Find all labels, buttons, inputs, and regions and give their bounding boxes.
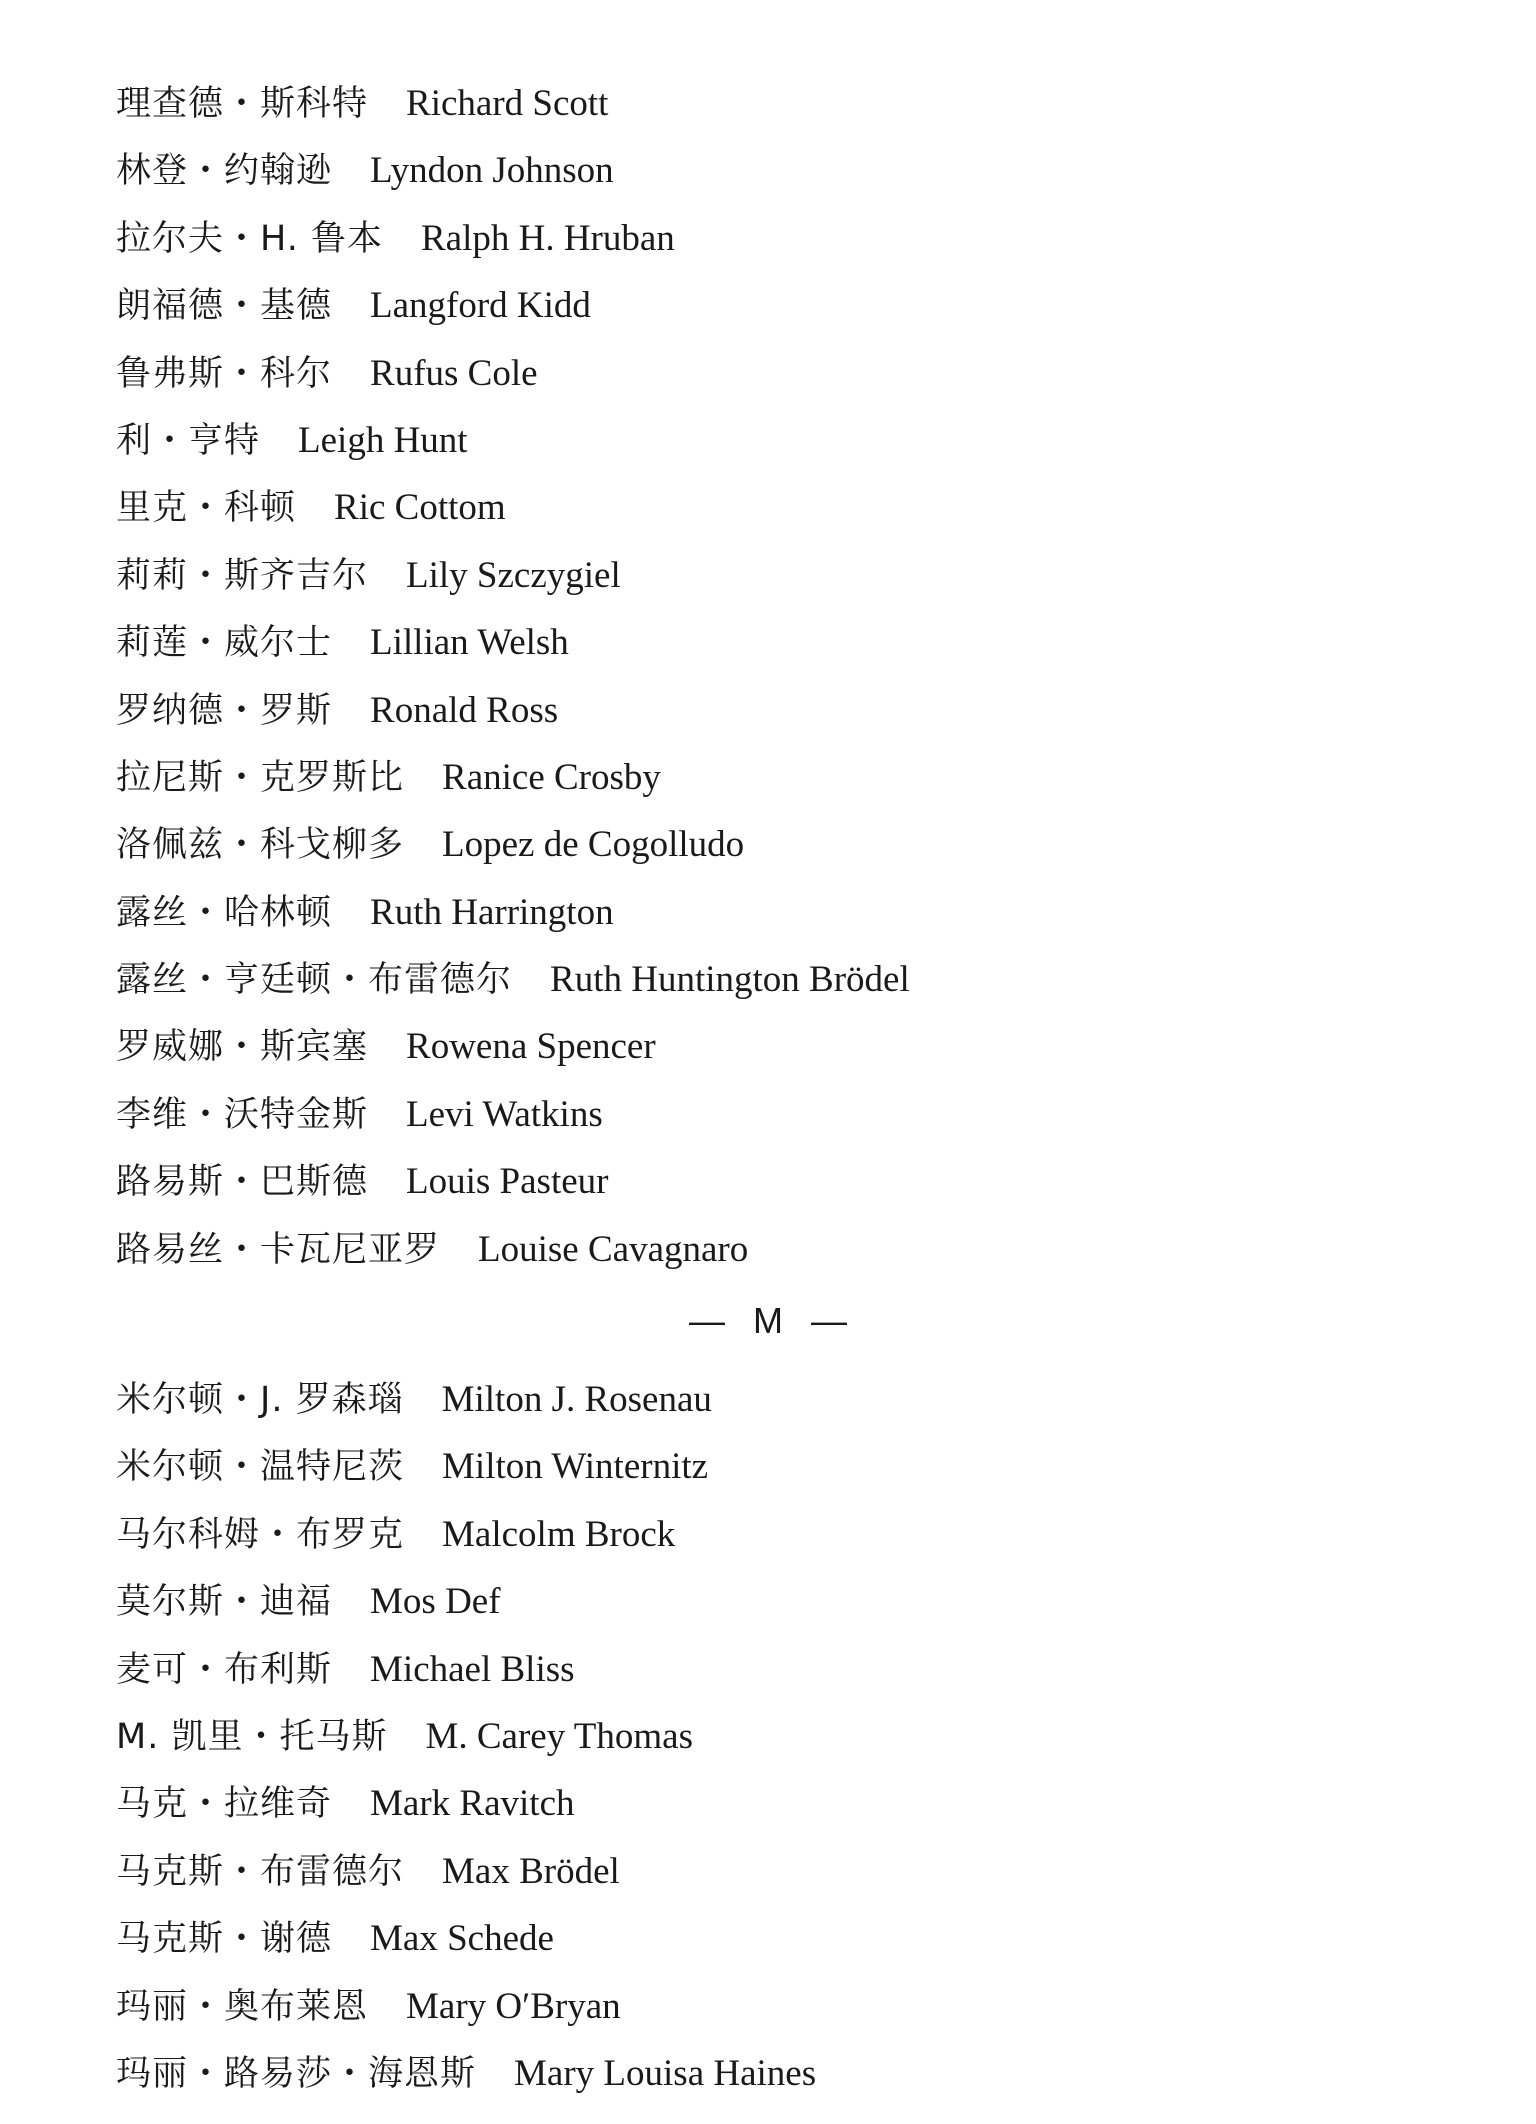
- english-name: Malcolm Brock: [442, 1513, 676, 1555]
- name-entry: [116, 879, 1416, 946]
- chinese-name: 马尔科姆・布罗克: [116, 1514, 405, 1555]
- chinese-name: 拉尔夫・H. 鲁本: [116, 218, 383, 259]
- english-name: Ruth Harrington: [370, 891, 614, 933]
- name-entry: [116, 474, 1416, 541]
- chinese-name: 玛丽・路易莎・海恩斯: [116, 2053, 477, 2094]
- chinese-name: 马克斯・谢德: [116, 1919, 333, 1960]
- english-name: Max Brödel: [442, 1850, 620, 1892]
- name-entry: [116, 1973, 1416, 2040]
- english-name: Mary O′Bryan: [406, 1985, 621, 2027]
- name-entry: [116, 407, 1416, 474]
- section-heading-m: — M —: [689, 1300, 847, 1341]
- chinese-name: 麦可・布利斯: [116, 1649, 333, 1690]
- english-name: Max Schede: [370, 1918, 554, 1960]
- english-name: Levi Watkins: [406, 1093, 603, 1135]
- chinese-name: 米尔顿・J. 罗森瑙: [116, 1380, 404, 1420]
- name-entry: [116, 1905, 1416, 1972]
- name-entry: [116, 1081, 1416, 1148]
- chinese-name: 理查德・斯科特: [116, 84, 369, 124]
- english-name: Louise Cavagnaro: [478, 1228, 749, 1270]
- chinese-name: 拉尼斯・克罗斯比: [116, 757, 405, 798]
- chinese-name: 朗福德・基德: [116, 286, 333, 327]
- english-name: Ranice Crosby: [442, 756, 661, 798]
- english-name: Ruth Huntington Brödel: [550, 959, 910, 1001]
- chinese-name: 米尔顿・温特尼茨: [116, 1447, 405, 1488]
- english-name: Ronald Ross: [370, 689, 559, 731]
- name-entry: [116, 1838, 1416, 1905]
- name-entry: [116, 1433, 1416, 1500]
- english-name: Rowena Spencer: [406, 1026, 656, 1068]
- name-entry: [116, 1366, 1416, 1433]
- english-name: Louis Pasteur: [406, 1161, 609, 1203]
- chinese-name: 露丝・哈林顿: [116, 892, 333, 933]
- name-entry: [116, 609, 1416, 676]
- english-name: Mary Louisa Haines: [514, 2052, 817, 2094]
- name-entry: [116, 1148, 1416, 1215]
- chinese-name: 鲁弗斯・科尔: [116, 353, 333, 394]
- english-name: Lillian Welsh: [370, 622, 569, 664]
- chinese-name: 路易斯・巴斯德: [116, 1162, 369, 1203]
- chinese-name: 里克・科顿: [116, 488, 297, 529]
- chinese-name: 洛佩兹・科戈柳多: [116, 825, 405, 866]
- name-entry: [116, 1636, 1416, 1703]
- name-list-before-m: [116, 70, 1416, 1283]
- chinese-name: 莉莉・斯齐吉尔: [116, 555, 369, 596]
- name-list-m: [116, 1366, 1416, 2107]
- chinese-name: 露丝・亨廷顿・布雷德尔: [116, 960, 513, 1001]
- chinese-name: 马克・拉维奇: [116, 1784, 333, 1825]
- name-entry: [116, 1501, 1416, 1568]
- chinese-name: 莫尔斯・迪福: [116, 1582, 333, 1623]
- english-name: Milton Winternitz: [442, 1446, 709, 1488]
- name-entry: [116, 205, 1416, 272]
- name-entry: [116, 137, 1416, 204]
- english-name: Milton J. Rosenau: [441, 1379, 712, 1420]
- english-name: Lopez de Cogolludo: [442, 824, 745, 866]
- name-entry: [116, 70, 1416, 137]
- english-name: Ric Cottom: [334, 487, 506, 529]
- chinese-name: 罗威娜・斯宾塞: [116, 1027, 369, 1068]
- english-name: Michael Bliss: [370, 1648, 575, 1690]
- name-entry: [116, 1770, 1416, 1837]
- chinese-name: 路易丝・卡瓦尼亚罗: [116, 1229, 441, 1270]
- name-entry: [116, 946, 1416, 1013]
- chinese-name: 林登・约翰逊: [116, 151, 333, 192]
- name-entry: [116, 542, 1416, 609]
- chinese-name: 利・亨特: [116, 420, 261, 461]
- name-entry: [116, 1013, 1416, 1080]
- english-name: Mos Def: [370, 1581, 501, 1623]
- name-entry: [116, 272, 1416, 339]
- name-entry: [116, 677, 1416, 744]
- chinese-name: 莉莲・威尔士: [116, 623, 333, 664]
- chinese-name: 马克斯・布雷德尔: [116, 1851, 405, 1892]
- chinese-name: M. 凯里・托马斯: [116, 1716, 388, 1757]
- name-entry: [116, 340, 1416, 407]
- name-entry: [116, 811, 1416, 878]
- english-name: Langford Kidd: [370, 285, 591, 327]
- chinese-name: 罗纳德・罗斯: [116, 690, 333, 731]
- chinese-name: 玛丽・奥布莱恩: [116, 1986, 369, 2027]
- name-entry: [116, 2040, 1416, 2107]
- english-name: Lyndon Johnson: [370, 150, 614, 192]
- english-name: Ralph H. Hruban: [420, 217, 675, 259]
- name-entry: [116, 1568, 1416, 1635]
- english-name: M. Carey Thomas: [425, 1715, 693, 1757]
- name-entry: [116, 1216, 1416, 1283]
- english-name: Lily Szczygiel: [406, 554, 621, 596]
- name-entry: [116, 1703, 1416, 1770]
- english-name: Leigh Hunt: [298, 419, 468, 461]
- name-entry: [116, 744, 1416, 811]
- english-name: Rufus Cole: [370, 352, 538, 394]
- english-name: Richard Scott: [406, 83, 609, 124]
- english-name: Mark Ravitch: [370, 1783, 575, 1825]
- chinese-name: 李维・沃特金斯: [116, 1094, 369, 1135]
